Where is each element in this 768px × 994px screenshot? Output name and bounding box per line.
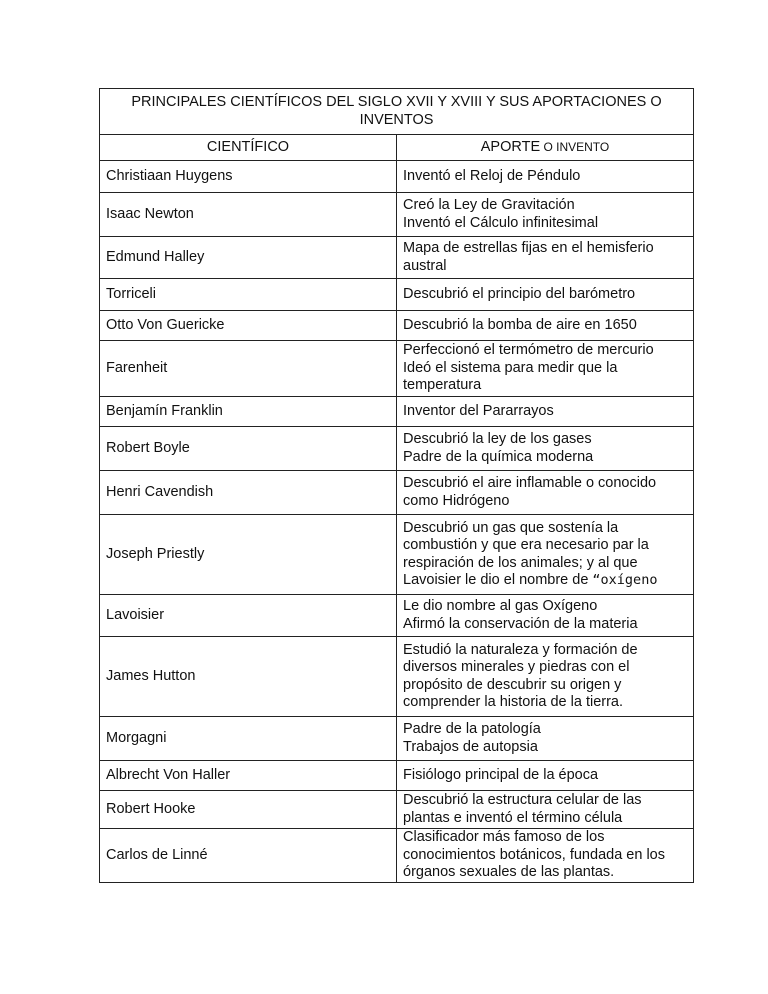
table-row <box>100 637 694 717</box>
header-contribution-rest: O INVENTO <box>540 139 610 154</box>
table-row <box>100 595 694 637</box>
contribution-cell <box>397 471 694 515</box>
contribution-mono-tail: “oxígeno <box>592 572 658 588</box>
scientist-name: Albrecht Von Haller <box>100 761 397 791</box>
contribution-line: Perfeccionó el termómetro de mercurio <box>403 342 654 359</box>
contribution-cell <box>397 397 694 427</box>
contribution-line: Descubrió la bomba de aire en 1650 <box>403 316 637 333</box>
contribution-cell <box>397 193 694 237</box>
contribution-line: Ideó el sistema para medir que la temperatura <box>403 359 618 394</box>
scientist-name: James Hutton <box>100 637 397 717</box>
contribution-line: Le dio nombre al gas Oxígeno <box>403 598 598 614</box>
scientist-name: Christiaan Huygens <box>100 161 397 193</box>
header-contribution-main: APORTE <box>480 138 541 155</box>
contribution-cell <box>397 237 694 279</box>
scientist-name: Henri Cavendish <box>100 471 397 515</box>
contribution-cell <box>397 829 694 883</box>
scientist-name: Carlos de Linné <box>100 829 397 883</box>
table-row <box>100 829 694 883</box>
scientist-name: Benjamín Franklin <box>100 397 397 427</box>
scientist-name: Otto Von Guericke <box>100 311 397 341</box>
contribution-line: Padre de la química moderna <box>403 448 594 465</box>
header-row <box>100 135 694 161</box>
table-title: PRINCIPALES CIENTÍFICOS DEL SIGLO XVII Y XVIII Y SUS APORTACIONES O INVENTOS <box>100 89 694 135</box>
table-row <box>100 311 694 341</box>
contribution-cell <box>397 717 694 761</box>
scientist-name: Isaac Newton <box>100 193 397 237</box>
header-scientist: CIENTÍFICO <box>100 135 397 161</box>
table-row <box>100 193 694 237</box>
scientists-table <box>99 88 694 883</box>
contribution-line: Clasificador más famoso de los conocimientos botánicos, fundada en los órganos sexuales de las plantas. <box>403 829 665 881</box>
contribution-cell <box>397 637 694 717</box>
scientist-name: Morgagni <box>100 717 397 761</box>
scientist-name: Farenheit <box>100 341 397 397</box>
contribution-line: Descubrió la estructura celular de las plantas e inventó el término célula <box>403 792 642 826</box>
contribution-line: Afirmó la conservación de la materia <box>403 615 638 632</box>
table-row <box>100 761 694 791</box>
table-row <box>100 427 694 471</box>
contribution-cell <box>397 161 694 193</box>
scientist-name: Edmund Halley <box>100 237 397 279</box>
contribution-cell <box>397 311 694 341</box>
contribution-line: Creó la Ley de Gravitación <box>403 197 575 213</box>
scientist-name: Robert Boyle <box>100 427 397 471</box>
contribution-line: Descubrió la ley de los gases <box>403 431 592 447</box>
contribution-line: Mapa de estrellas fijas en el hemisferio austral <box>403 240 654 274</box>
contribution-cell <box>397 595 694 637</box>
contribution-line: Trabajos de autopsia <box>403 738 538 755</box>
table-row <box>100 237 694 279</box>
table-row <box>100 471 694 515</box>
contribution-cell <box>397 761 694 791</box>
contribution-line: Fisiólogo principal de la época <box>403 766 599 783</box>
table-row <box>100 717 694 761</box>
scientist-name: Lavoisier <box>100 595 397 637</box>
table-row <box>100 791 694 829</box>
contribution-line: Estudió la naturaleza y formación de diversos minerales y piedras con el propósito de descubrir su origen y comprender la historia de la tierra. <box>403 641 638 710</box>
contribution-cell <box>397 515 694 595</box>
contribution-cell <box>397 279 694 311</box>
contribution-line: Inventor del Pararrayos <box>403 402 554 419</box>
scientist-name: Joseph Priestly <box>100 515 397 595</box>
contribution-cell <box>397 791 694 829</box>
table-row <box>100 341 694 397</box>
contribution-line: Descubrió un gas que sostenía la combustión y que era necesario par la respiración de los animales; y al que Lavoisier le dio el nombre de <box>403 519 649 588</box>
scientist-name: Robert Hooke <box>100 791 397 829</box>
contribution-line: Padre de la patología <box>403 721 541 737</box>
contribution-line: Descubrió el principio del barómetro <box>403 285 636 302</box>
table-row <box>100 515 694 595</box>
contribution-line: Inventó el Cálculo infinitesimal <box>403 214 599 231</box>
scientist-name: Torriceli <box>100 279 397 311</box>
contribution-line: Inventó el Reloj de Péndulo <box>403 167 581 184</box>
table-row <box>100 279 694 311</box>
contribution-cell <box>397 427 694 471</box>
contribution-line: Descubrió el aire inflamable o conocido como Hidrógeno <box>403 475 657 509</box>
title-row <box>100 89 694 135</box>
header-contribution <box>397 135 694 161</box>
contribution-cell <box>397 341 694 397</box>
table-row <box>100 397 694 427</box>
table-row <box>100 161 694 193</box>
